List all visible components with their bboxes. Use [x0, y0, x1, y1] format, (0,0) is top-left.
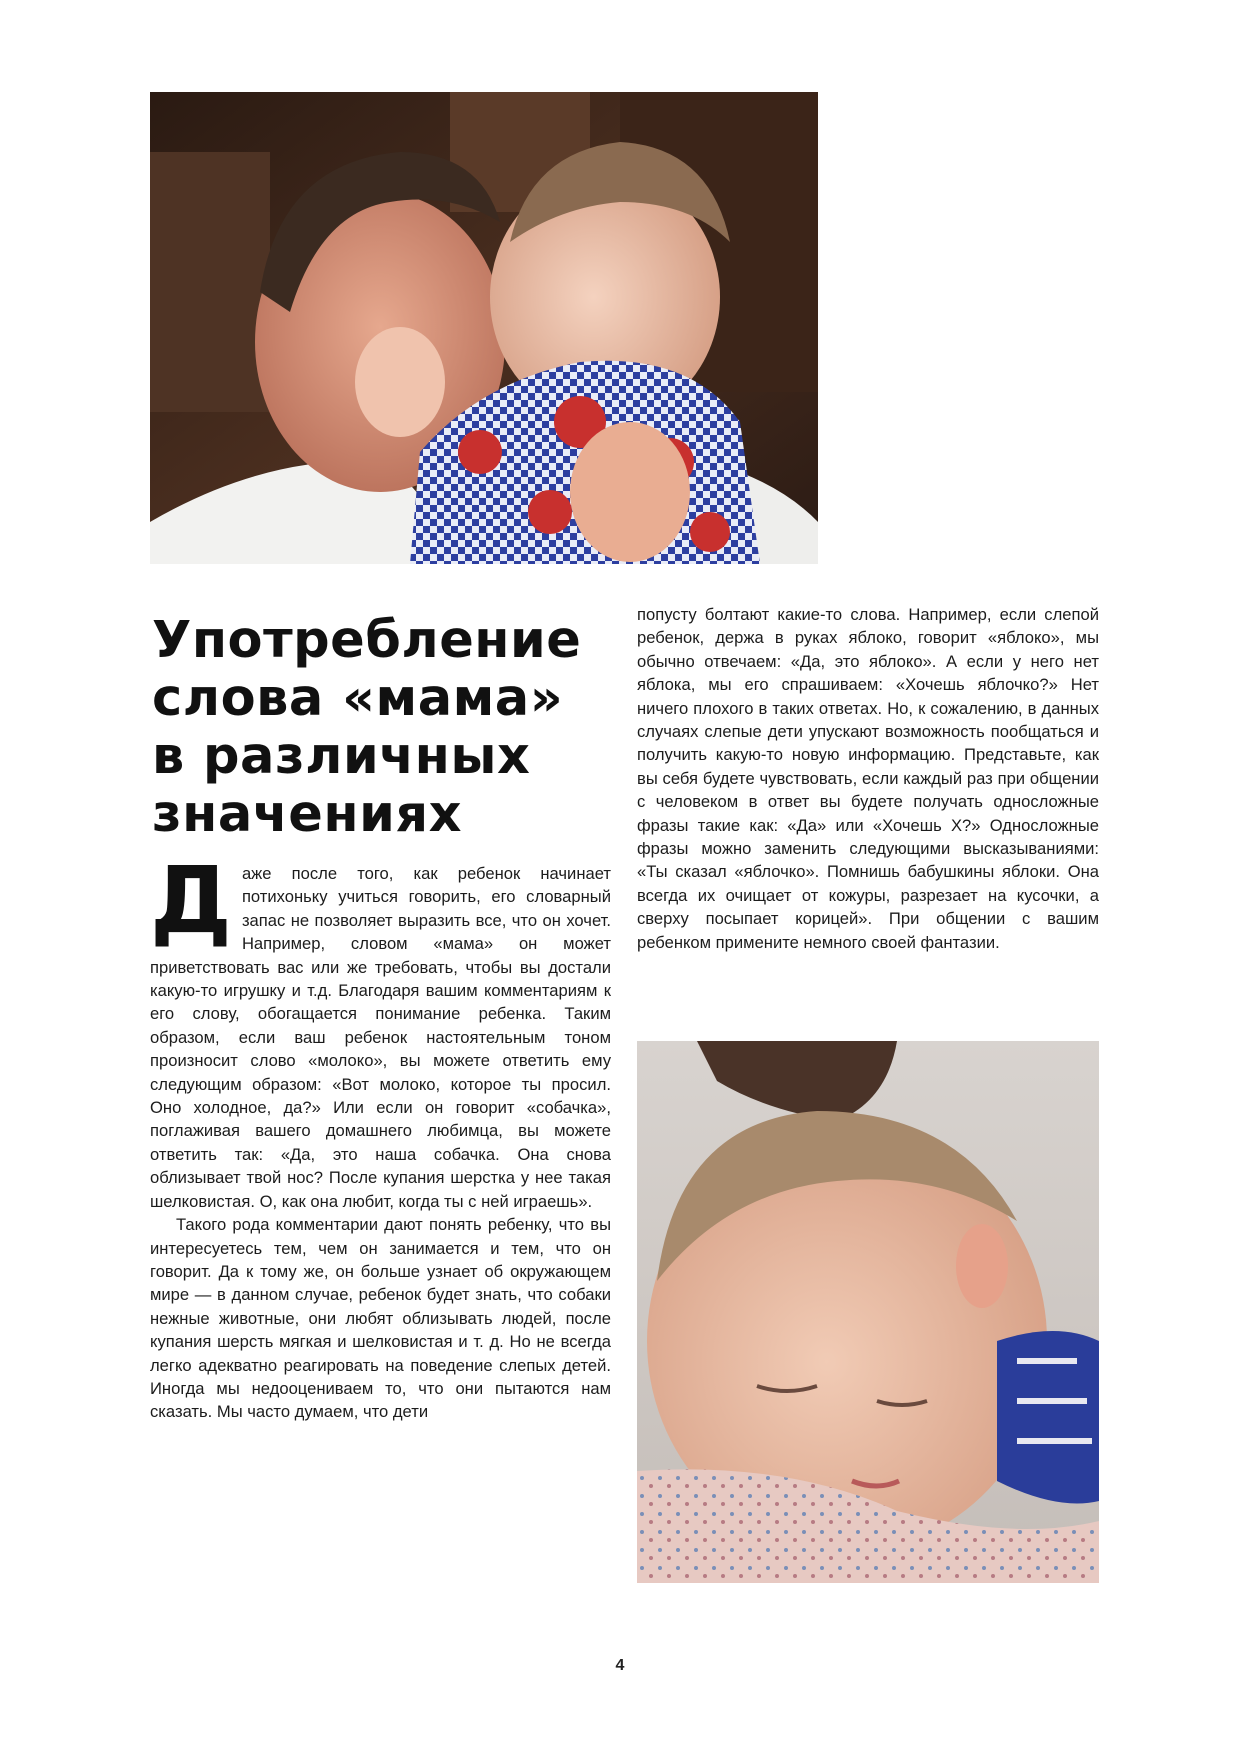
paragraph-text: аже после того, как ребенок начинает потихоньку учиться говорить, его словарный запас не позволяет выразить все, что он хочет. Например, словом «мама» он может приветствовать вас или же требовать, чтобы вы достали какую-то игрушку и т.д. Благодаря вашим комментариям к его слову, обогащается понимание ребенка. Таким образом, если ваш ребенок настоятельным тоном произносит слово «молоко», вы можете ответить ему следующим образом: «Вот молоко, которое ты просил. Оно холодное, да?» Или если он говорит «собачка», поглаживая вашего домашнего любимца, вы можете ответить так: «Да, это наша собачка. Она снова облизывает твой нос? После купания шерстка у нее такая шелковистая. О, как она любит, когда ты с ней играешь».: [150, 864, 611, 1211]
photo-father-and-baby: [150, 92, 818, 564]
right-column: [637, 603, 1099, 954]
page-number: 4: [615, 1657, 625, 1674]
drop-cap: Д: [150, 847, 232, 954]
paragraph: попусту болтают какие-то слова. Например, если слепой ребенок, держа в руках яблоко, говорит «яблоко», мы обычно отвечаем: «Да, это яблоко». А если у него нет яблока, мы его спрашиваем: «Хочешь яблочко?» Нет ничего плохого в таких ответах. Но, к сожалению, в данных случаях слепые дети упускают возможность пообщаться и получить какую-то новую информацию. Представьте, как вы себя будете чувствовать, если каждый раз при общении с человеком в ответ вы будете получать односложные фразы такие как: «Да» или «Хочешь Х?» Односложные фразы можно заменить следующими высказываниями: «Ты сказал «яблочко». Помнишь бабушкины яблоки. Она всегда их очищает от кожуры, разрезает на кусочки, а сверху посыпает корицей». При общении с вашим ребенком примените немного своей фантазии.: [637, 605, 1099, 952]
paragraph: [150, 847, 611, 1213]
title-line: слова «мама»: [152, 669, 564, 728]
left-column: [150, 847, 611, 1424]
photo-baby-on-shoulder: [637, 1041, 1099, 1583]
title-line: в различных: [152, 727, 531, 786]
title-line: Употребление: [152, 611, 582, 670]
paragraph: Такого рода комментарии дают понять ребенку, что вы интересуетесь тем, чем он занимается и тем, что он говорит. Да к тому же, он больше узнает об окружающем мире — в данном случае, ребенок будет знать, что собаки нежные животные, они любят облизывать людей, после купания шерсть мягкая и шелковистая и т. д. Но не всегда легко адекватно реагировать на поведение слепых детей. Иногда мы недооцениваем то, что они пытаются нам сказать. Мы часто думаем, что дети: [150, 1215, 611, 1422]
article-title: [152, 612, 592, 844]
title-line: значениях: [152, 785, 463, 844]
